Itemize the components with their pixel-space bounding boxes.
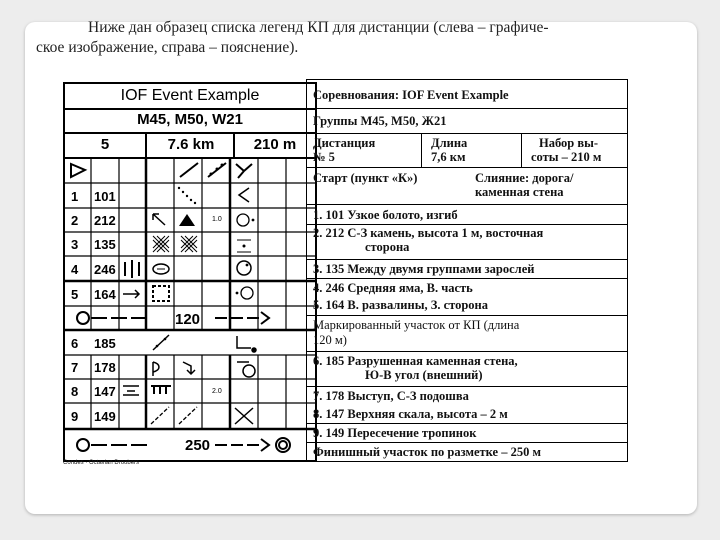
col-divider bbox=[421, 133, 422, 167]
course-length: 7.6 km bbox=[167, 136, 215, 153]
spur-icon bbox=[153, 362, 159, 376]
road-icon bbox=[180, 163, 198, 177]
junction-icon bbox=[236, 164, 252, 178]
boulder-icon bbox=[179, 214, 195, 226]
control-number: 3 bbox=[71, 237, 79, 252]
finish-route: Финишный участок по разметке – 250 м bbox=[313, 445, 541, 459]
control-5: 5. 164 В. развалины, З. сторона bbox=[313, 298, 488, 312]
ruin-icon bbox=[153, 286, 169, 301]
climb-value: соты – 210 м bbox=[531, 150, 602, 164]
control-number: 4 bbox=[71, 262, 79, 277]
control-8: 8. 147 Верхняя скала, высота – 2 м bbox=[313, 407, 508, 421]
west-side-icon bbox=[236, 287, 253, 299]
start-desc-1: Слияние: дорога/ bbox=[475, 171, 574, 185]
row-divider bbox=[307, 351, 627, 352]
control-code: 149 bbox=[94, 409, 116, 424]
control-2: 2. 212 С-З камень, высота 1 м, восточная bbox=[313, 226, 544, 240]
col-divider bbox=[521, 133, 522, 167]
crossing-icon bbox=[235, 408, 253, 424]
control-number: 7 bbox=[71, 360, 79, 375]
control-dimension: 1.0 bbox=[212, 216, 222, 223]
path-icon-2 bbox=[179, 407, 197, 424]
event-name: Соревнования: IOF Event Example bbox=[313, 88, 509, 102]
start-triangle-icon bbox=[71, 164, 85, 177]
control-number: 2 bbox=[71, 213, 79, 228]
length-label: Длина bbox=[431, 136, 468, 150]
course-value: № 5 bbox=[313, 150, 335, 164]
thicket-icon bbox=[153, 236, 197, 252]
marked-route-length: 120 bbox=[175, 311, 201, 328]
control-3: 3. 135 Между двумя группами зарослей bbox=[313, 262, 535, 276]
control-7: 7. 178 Выступ, С-З подошва bbox=[313, 389, 469, 403]
pit-icon bbox=[153, 264, 169, 274]
marked-route-line bbox=[77, 312, 269, 324]
nw-arrow-icon bbox=[153, 214, 165, 225]
course-label: Дистанция bbox=[313, 136, 376, 150]
finish-route-line bbox=[77, 438, 290, 452]
row-divider bbox=[307, 108, 627, 109]
row-divider bbox=[307, 386, 627, 387]
control-code: 185 bbox=[94, 336, 116, 351]
row-divider bbox=[307, 315, 627, 316]
middle-icon bbox=[125, 260, 139, 278]
climb-label: Набор вы- bbox=[539, 136, 599, 150]
row-divider bbox=[307, 167, 627, 168]
row-divider bbox=[307, 133, 627, 134]
control-number: 9 bbox=[71, 409, 79, 424]
control-1: 1. 101 Узкое болото, изгиб bbox=[313, 208, 458, 222]
control-number: 6 bbox=[71, 336, 79, 351]
verbal-description-sheet bbox=[306, 79, 628, 462]
course-climb: 210 m bbox=[253, 136, 297, 153]
path-icon bbox=[151, 407, 169, 424]
control-9: 9. 149 Пересечение тропинок bbox=[313, 426, 477, 440]
row-divider bbox=[307, 204, 627, 205]
control-4: 4. 246 Средняя яма, В. часть bbox=[313, 281, 473, 295]
east-arrow-icon bbox=[123, 290, 139, 298]
control-2-cont: сторона bbox=[365, 240, 410, 254]
start-label: Старт (пункт «К») bbox=[313, 171, 418, 185]
marked-route-a: Маркированный участок от КП (длина bbox=[313, 318, 520, 332]
classes: Группы М45, М50, Ж21 bbox=[313, 114, 447, 128]
row-divider bbox=[307, 442, 627, 443]
nw-foot-icon bbox=[183, 362, 195, 374]
cliff-icon bbox=[151, 386, 171, 394]
length-value: 7,6 км bbox=[431, 150, 466, 164]
side-circle-icon bbox=[237, 214, 254, 226]
foot-icon bbox=[237, 362, 255, 377]
intro-paragraph bbox=[36, 18, 654, 58]
control-code: 164 bbox=[94, 287, 116, 302]
outside-corner-icon bbox=[237, 336, 256, 352]
course-number: 5 bbox=[100, 136, 110, 153]
upper-icon bbox=[123, 386, 139, 395]
row-divider bbox=[307, 278, 627, 279]
control-code: 101 bbox=[94, 189, 116, 204]
row-divider bbox=[307, 259, 627, 260]
east-part-icon bbox=[237, 261, 251, 275]
control-code: 212 bbox=[94, 213, 116, 228]
control-6: 6. 185 Разрушенная каменная стена, bbox=[313, 354, 518, 368]
software-credit: Condes · Octavian Droobers bbox=[63, 460, 140, 466]
row-divider bbox=[307, 423, 627, 424]
control-code: 135 bbox=[94, 237, 116, 252]
control-code: 147 bbox=[94, 384, 116, 399]
narrow-marsh-icon bbox=[178, 187, 196, 204]
classes-header: M45, M50, W21 bbox=[65, 108, 315, 134]
start-desc-2: каменная стена bbox=[475, 185, 564, 199]
control-6-cont: Ю-В угол (внешний) bbox=[365, 368, 483, 382]
symbolic-description-sheet bbox=[63, 82, 317, 462]
event-title: IOF Event Example bbox=[65, 84, 315, 110]
control-number: 8 bbox=[71, 384, 79, 399]
bend-icon bbox=[239, 188, 249, 202]
intro-line-2: ское изображение, справа – пояснение). bbox=[36, 39, 299, 56]
finish-route-length: 250 bbox=[185, 437, 211, 454]
control-number: 1 bbox=[71, 189, 79, 204]
intro-line-1: Ниже дан образец списка легенд КП для дистанции (слева – графиче- bbox=[88, 19, 549, 36]
marked-route-b: 120 м) bbox=[313, 333, 347, 347]
control-code: 178 bbox=[94, 360, 116, 375]
control-number: 5 bbox=[71, 287, 79, 302]
between-icon bbox=[237, 240, 251, 252]
ruined-wall-icon bbox=[153, 335, 169, 350]
control-code: 246 bbox=[94, 262, 116, 277]
control-dimension: 2.0 bbox=[212, 388, 222, 395]
